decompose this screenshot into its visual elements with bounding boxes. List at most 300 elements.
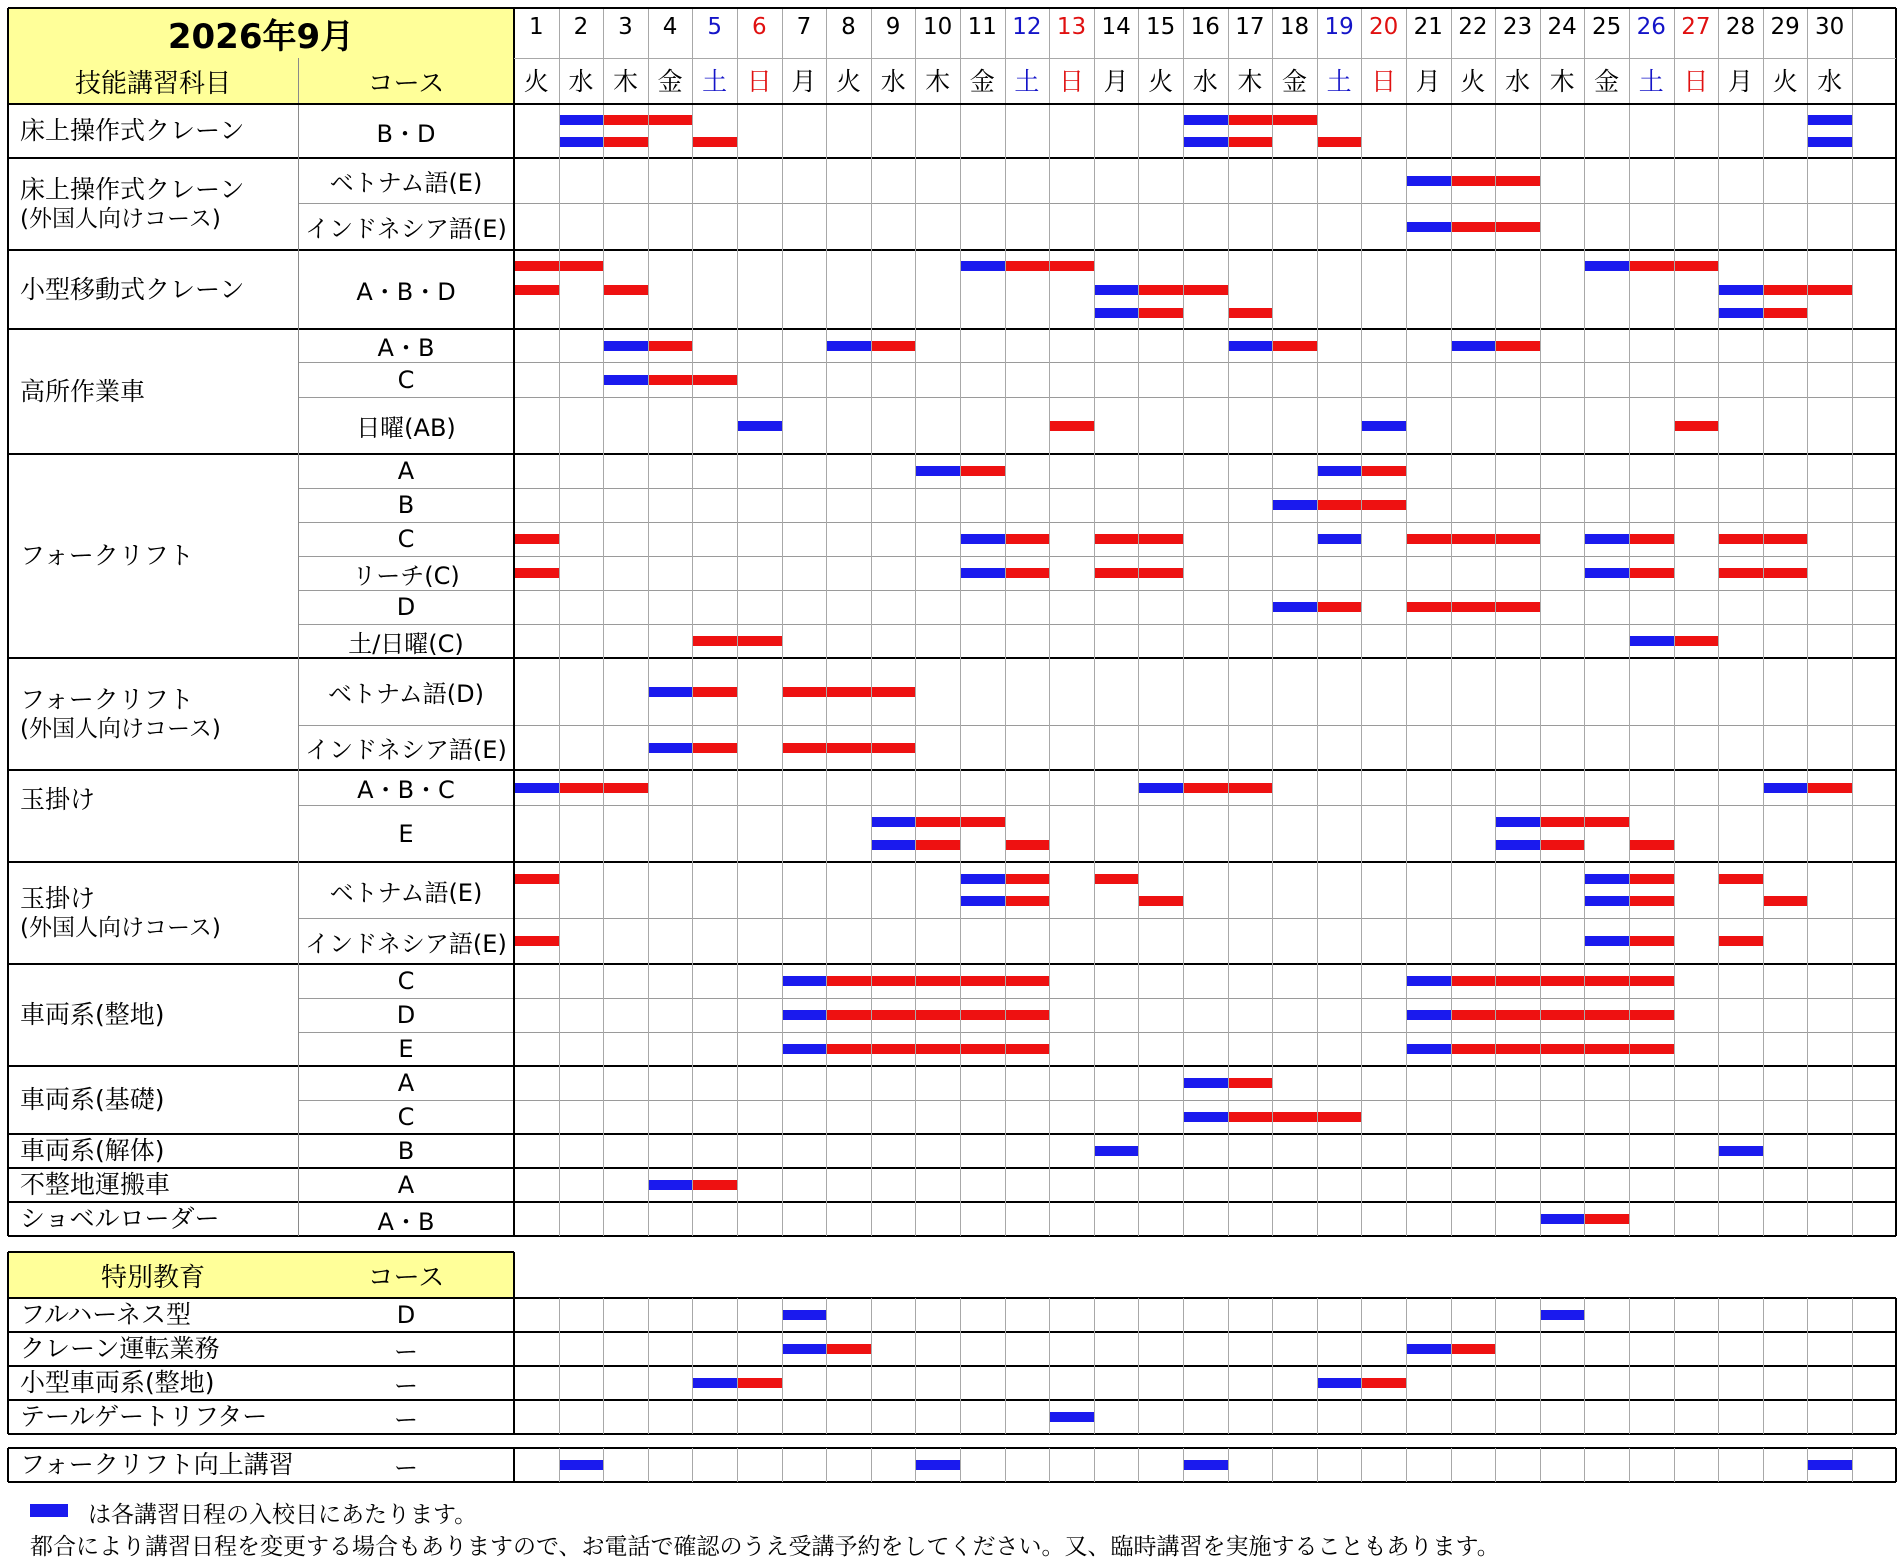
entry-day-bar [1317, 1378, 1362, 1388]
course-day-bar [1763, 534, 1808, 544]
special-row-divider [8, 1331, 1896, 1333]
entry-day-bar [1138, 783, 1183, 793]
day-number: 9 [885, 14, 901, 40]
entry-day-bar [1361, 421, 1406, 431]
course-day-bar [1138, 308, 1183, 318]
entry-day-bar [559, 1460, 604, 1470]
course-day-bar [1629, 1044, 1674, 1054]
course-day-bar [1317, 1112, 1362, 1122]
course-row-divider [298, 725, 1896, 726]
entry-day-bar [1495, 817, 1540, 827]
day-column-line [1228, 1298, 1229, 1434]
course-day-bar [1495, 976, 1540, 986]
day-column-line [1361, 8, 1362, 1236]
course-day-bar [826, 687, 871, 697]
legend-swatch [30, 1504, 68, 1517]
course-day-bar [871, 1044, 916, 1054]
course-row-divider [298, 1100, 1896, 1101]
day-number: 21 [1413, 14, 1443, 40]
course-label: ベトナム語(E) [329, 169, 483, 197]
course-label: A・B [377, 334, 435, 362]
course-day-bar [1495, 1010, 1540, 1020]
day-number: 28 [1725, 14, 1756, 40]
course-day-bar [915, 1044, 960, 1054]
day-column-line [692, 8, 693, 1236]
day-column-line [1094, 1298, 1095, 1434]
entry-day-bar [603, 341, 648, 351]
course-day-bar [648, 115, 693, 125]
day-column-line [826, 8, 827, 1236]
course-day-bar [871, 1010, 916, 1020]
entry-day-bar [603, 375, 648, 385]
day-column-line [1629, 1298, 1630, 1434]
special-course-label: ー [394, 1337, 418, 1366]
course-day-bar [1361, 500, 1406, 510]
entry-day-bar [960, 534, 1005, 544]
day-of-week: 土 [1014, 67, 1040, 96]
day-of-week: 月 [791, 67, 817, 96]
day-number: 10 [923, 14, 953, 40]
course-day-bar [960, 466, 1005, 476]
day-number: 7 [796, 14, 812, 40]
entry-day-bar [960, 261, 1005, 271]
entry-day-bar [559, 115, 604, 125]
course-day-bar [514, 261, 559, 271]
day-number: 23 [1502, 14, 1533, 40]
course-day-bar [1629, 840, 1674, 850]
course-day-bar [1317, 602, 1362, 612]
course-day-bar [1451, 222, 1496, 232]
course-day-bar [514, 534, 559, 544]
day-column-line [559, 1448, 560, 1482]
course-row-divider [298, 203, 1896, 204]
day-number: 25 [1592, 14, 1622, 40]
course-day-bar [1005, 568, 1050, 578]
entry-day-bar [871, 840, 916, 850]
day-column-line [960, 1448, 961, 1482]
course-day-bar [1807, 285, 1852, 295]
day-column-line [1317, 8, 1318, 1236]
day-of-week: 火 [835, 67, 861, 96]
day-column-line [648, 1448, 649, 1482]
entry-day-bar [1094, 308, 1139, 318]
entry-day-bar [1272, 602, 1317, 612]
course-day-bar [1005, 261, 1050, 271]
subject-name: フォークリフト [20, 541, 194, 571]
course-day-bar [1183, 285, 1228, 295]
entry-day-bar [826, 341, 871, 351]
course-day-bar [1540, 840, 1585, 850]
special-subject-label: テールゲートリフター [20, 1402, 268, 1432]
day-column-line [737, 1448, 738, 1482]
entry-day-bar [1807, 1460, 1852, 1470]
subject-column-header: 技能講習科目 [8, 58, 298, 104]
day-column-line [1495, 1448, 1496, 1482]
day-of-week: 日 [1058, 67, 1084, 96]
special-subject-header: 特別教育 [8, 1252, 298, 1298]
day-column-line [1763, 8, 1764, 1236]
entry-day-bar [1183, 1078, 1228, 1088]
entry-day-bar [1183, 137, 1228, 147]
subject-name: 小型移動式クレーン [20, 274, 245, 304]
entry-day-bar [648, 743, 693, 753]
course-day-bar [1183, 783, 1228, 793]
course-day-bar [1272, 341, 1317, 351]
entry-day-bar [915, 466, 960, 476]
day-column-line [1094, 1448, 1095, 1482]
course-day-bar [692, 743, 737, 753]
special-course-day-divider [513, 1298, 515, 1434]
course-label: D [396, 593, 416, 621]
day-column-line [1183, 1448, 1184, 1482]
course-day-bar [915, 1010, 960, 1020]
day-column-line [1584, 8, 1585, 1236]
course-day-bar [1763, 285, 1808, 295]
course-day-bar [1005, 1010, 1050, 1020]
special-course-label: D [396, 1301, 416, 1329]
course-label: リーチ(C) [352, 561, 460, 590]
course-day-bar [648, 375, 693, 385]
day-number: 14 [1101, 14, 1131, 40]
day-column-line [1138, 1298, 1139, 1434]
day-column-line [782, 1298, 783, 1434]
entry-day-bar [1049, 1412, 1094, 1422]
course-day-bar [1005, 896, 1050, 906]
day-of-week: 月 [1103, 67, 1129, 96]
course-day-bar [1228, 115, 1273, 125]
entry-day-bar [1718, 1146, 1763, 1156]
section-divider [8, 769, 1896, 771]
subject-subtitle: (外国人向けコース) [20, 716, 221, 743]
course-day-bar [692, 1180, 737, 1190]
course-day-bar [1540, 817, 1585, 827]
subject-subtitle: (外国人向けコース) [20, 915, 221, 942]
day-number: 24 [1547, 14, 1577, 40]
table-bottom-border [8, 1235, 1896, 1237]
course-day-bar [915, 976, 960, 986]
day-of-week: 水 [1817, 67, 1843, 96]
day-column-line [1183, 1298, 1184, 1434]
subject-name: 玉掛け [20, 884, 96, 913]
entry-day-bar [1406, 1010, 1451, 1020]
day-column-line [648, 8, 649, 1236]
course-day-bar [1272, 1112, 1317, 1122]
course-label: C [397, 1103, 415, 1131]
day-column-line [1807, 8, 1808, 1236]
subject-label [8, 250, 298, 329]
entry-day-bar [1183, 1112, 1228, 1122]
day-column-line [1094, 8, 1095, 1236]
day-of-week: 金 [1594, 67, 1620, 96]
day-column-line [1495, 8, 1496, 1236]
day-number: 16 [1190, 14, 1220, 40]
course-day-bar [1540, 1044, 1585, 1054]
day-column-line [692, 1298, 693, 1434]
course-day-bar [1138, 534, 1183, 544]
day-number: 26 [1636, 14, 1666, 40]
course-row-divider [298, 362, 1896, 363]
day-column-line [1718, 1448, 1719, 1482]
section-divider [8, 657, 1896, 659]
day-of-week: 火 [1772, 67, 1798, 96]
course-row-divider [298, 556, 1896, 557]
day-of-week: 木 [925, 67, 951, 96]
course-day-bar [692, 137, 737, 147]
section-divider [8, 1065, 1896, 1067]
course-day-bar [1138, 285, 1183, 295]
day-column-line [1138, 1448, 1139, 1482]
course-day-bar [1674, 421, 1719, 431]
course-label: C [397, 525, 415, 553]
course-label: A・B・D [356, 278, 456, 306]
day-of-week: 日 [1683, 67, 1709, 96]
section-divider [8, 963, 1896, 965]
course-day-bar [559, 261, 604, 271]
day-number: 13 [1056, 14, 1087, 40]
entry-day-bar [1629, 636, 1674, 646]
course-day-bar [871, 687, 916, 697]
entry-day-bar [559, 137, 604, 147]
course-label: A・B [377, 1207, 435, 1236]
upgrade-course-day-divider [513, 1448, 515, 1482]
course-day-bar [1495, 176, 1540, 186]
day-column-line [1406, 8, 1407, 1236]
entry-day-bar [782, 1010, 827, 1020]
course-row-divider [298, 522, 1896, 523]
course-day-bar [1049, 421, 1094, 431]
subject-label [8, 329, 298, 454]
course-day-bar [1763, 568, 1808, 578]
course-label: B [397, 1137, 415, 1165]
day-column-line [960, 8, 961, 1236]
day-column-line [826, 1298, 827, 1434]
day-of-week: 月 [1727, 67, 1753, 96]
course-day-bar [1451, 602, 1496, 612]
subject-course-divider [298, 58, 299, 1236]
entry-day-bar [960, 896, 1005, 906]
table-top-border [8, 7, 1896, 9]
entry-day-bar [782, 1344, 827, 1354]
course-day-bar [1094, 874, 1139, 884]
day-number: 29 [1770, 14, 1800, 40]
day-column-line [1451, 1448, 1452, 1482]
day-column-line [1718, 1298, 1719, 1434]
course-day-bar [1629, 568, 1674, 578]
day-of-week: 日 [1371, 67, 1397, 96]
course-day-bar [1138, 568, 1183, 578]
entry-day-bar [1584, 568, 1629, 578]
subject-label [8, 1168, 298, 1202]
day-of-week: 水 [568, 67, 594, 96]
course-day-bar [1272, 115, 1317, 125]
course-row-divider [298, 918, 1896, 919]
legend-note: は各講習日程の入校日にあたります。 [88, 1502, 478, 1528]
course-day-bar [1228, 783, 1273, 793]
day-column-line [1852, 8, 1853, 1236]
entry-day-bar [1406, 222, 1451, 232]
course-day-bar [1451, 976, 1496, 986]
course-day-bar [1584, 1044, 1629, 1054]
course-day-bar [1049, 261, 1094, 271]
day-column-line [960, 1298, 961, 1434]
subject-name: 玉掛け [20, 785, 96, 814]
day-column-line [1629, 1448, 1630, 1482]
course-day-bar [1495, 534, 1540, 544]
course-day-bar [1406, 534, 1451, 544]
day-column-line [1763, 1448, 1764, 1482]
section-divider [8, 861, 1896, 863]
day-column-line [1272, 8, 1273, 1236]
entry-day-bar [782, 976, 827, 986]
entry-day-bar [1763, 783, 1808, 793]
day-number: 4 [662, 14, 678, 40]
day-number: 11 [967, 14, 997, 40]
entry-day-bar [1272, 500, 1317, 510]
day-column-line [1049, 8, 1050, 1236]
day-of-week: 火 [523, 67, 549, 96]
course-day-bar [1406, 602, 1451, 612]
subject-name: 車両系(解体) [20, 1136, 165, 1166]
day-column-line [1674, 8, 1675, 1236]
course-day-bar [960, 976, 1005, 986]
course-day-bar [1317, 500, 1362, 510]
course-column-header: コース [298, 58, 514, 104]
upgrade-left-border [7, 1448, 9, 1482]
entry-day-bar [960, 874, 1005, 884]
day-column-line [1540, 1448, 1541, 1482]
disclaimer-note: 都合により講習日程を変更する場合もありますので、お電話で確認のうえ受講予約をしてください。又、臨時講習を実施することもあります。 [30, 1534, 1500, 1560]
entry-day-bar [1406, 176, 1451, 186]
day-column-line [1005, 1448, 1006, 1482]
special-row-divider [8, 1297, 1896, 1299]
header-bottom-border [8, 103, 1896, 105]
subject-name: 高所作業車 [20, 376, 146, 406]
course-day-bar [692, 636, 737, 646]
course-day-bar [1005, 1044, 1050, 1054]
course-label: E [398, 1035, 414, 1063]
course-day-bar [1763, 308, 1808, 318]
entry-day-bar [1540, 1214, 1585, 1224]
course-day-bar [1228, 1112, 1273, 1122]
day-column-line [1005, 8, 1006, 1236]
entry-day-bar [782, 1044, 827, 1054]
special-bottom-border [8, 1433, 1896, 1435]
day-of-week: 月 [1415, 67, 1441, 96]
header-row-divider [514, 58, 1896, 59]
entry-day-bar [1317, 534, 1362, 544]
page-title: 2026年9月 [8, 8, 514, 58]
course-day-bar [826, 1044, 871, 1054]
course-day-bar [782, 743, 827, 753]
course-day-bar [603, 783, 648, 793]
course-day-bar [1540, 1010, 1585, 1020]
special-row-divider [8, 1365, 1896, 1367]
day-of-week: 土 [1326, 67, 1352, 96]
day-column-line [826, 1448, 827, 1482]
day-number: 1 [528, 14, 544, 40]
upgrade-bottom-border [8, 1481, 1896, 1483]
course-day-bar [1317, 137, 1362, 147]
day-number: 8 [841, 14, 856, 40]
course-day-bar [826, 976, 871, 986]
entry-day-bar [1584, 534, 1629, 544]
course-day-bar [603, 115, 648, 125]
course-day-bar [1629, 534, 1674, 544]
entry-day-bar [1495, 840, 1540, 850]
day-column-line [1763, 1298, 1764, 1434]
day-column-line [1674, 1448, 1675, 1482]
course-row-divider [298, 998, 1896, 999]
course-day-bar [514, 568, 559, 578]
course-day-bar [1629, 261, 1674, 271]
day-number: 27 [1681, 14, 1711, 40]
day-of-week: 水 [880, 67, 906, 96]
day-of-week: 火 [1460, 67, 1486, 96]
section-divider [8, 249, 1896, 251]
day-column-line [782, 1448, 783, 1482]
subject-name: 床上操作式クレーン [20, 116, 245, 146]
day-column-line [559, 1298, 560, 1434]
course-label: インドネシア語(E) [305, 929, 507, 958]
course-day-bar [826, 1344, 871, 1354]
course-day-bar [960, 1044, 1005, 1054]
course-day-bar [1005, 976, 1050, 986]
day-number: 20 [1369, 14, 1399, 40]
course-label: E [398, 819, 414, 848]
course-label: B・D [376, 119, 436, 148]
subject-name: ショベルローダー [20, 1204, 220, 1234]
day-number: 2 [573, 14, 589, 40]
subject-label [8, 1066, 298, 1134]
course-row-divider [298, 488, 1896, 489]
entry-day-bar [1094, 285, 1139, 295]
subject-label [8, 770, 298, 862]
day-column-line [1049, 1298, 1050, 1434]
day-column-line [915, 1448, 916, 1482]
course-label: A [397, 1171, 415, 1199]
day-column-line [603, 1298, 604, 1434]
day-column-line [1183, 8, 1184, 1236]
special-row-divider [8, 1399, 1896, 1401]
subject-subtitle: (外国人向けコース) [20, 206, 221, 233]
subject-label [8, 964, 298, 1066]
entry-day-bar [1406, 1044, 1451, 1054]
day-column-line [1049, 1448, 1050, 1482]
course-day-bar [1495, 341, 1540, 351]
entry-day-bar [1183, 115, 1228, 125]
day-of-week: 水 [1504, 67, 1530, 96]
course-day-bar [1451, 1044, 1496, 1054]
special-course-label: ー [394, 1371, 418, 1400]
subject-label [8, 104, 298, 158]
course-row-divider [298, 590, 1896, 591]
course-day-bar [1228, 137, 1273, 147]
entry-day-bar [782, 1310, 827, 1320]
course-day-bar [960, 1010, 1005, 1020]
day-column-line [603, 1448, 604, 1482]
special-left-border [7, 1298, 9, 1434]
course-day-bar [1718, 936, 1763, 946]
subject-label [8, 158, 298, 250]
course-day-bar [514, 285, 559, 295]
course-day-bar [1451, 1344, 1496, 1354]
entry-day-bar [1807, 137, 1852, 147]
day-column-line [1852, 1448, 1853, 1482]
section-divider [8, 328, 1896, 330]
day-column-line [1852, 1298, 1853, 1434]
special-header-top [8, 1251, 514, 1253]
day-column-line [1317, 1448, 1318, 1482]
